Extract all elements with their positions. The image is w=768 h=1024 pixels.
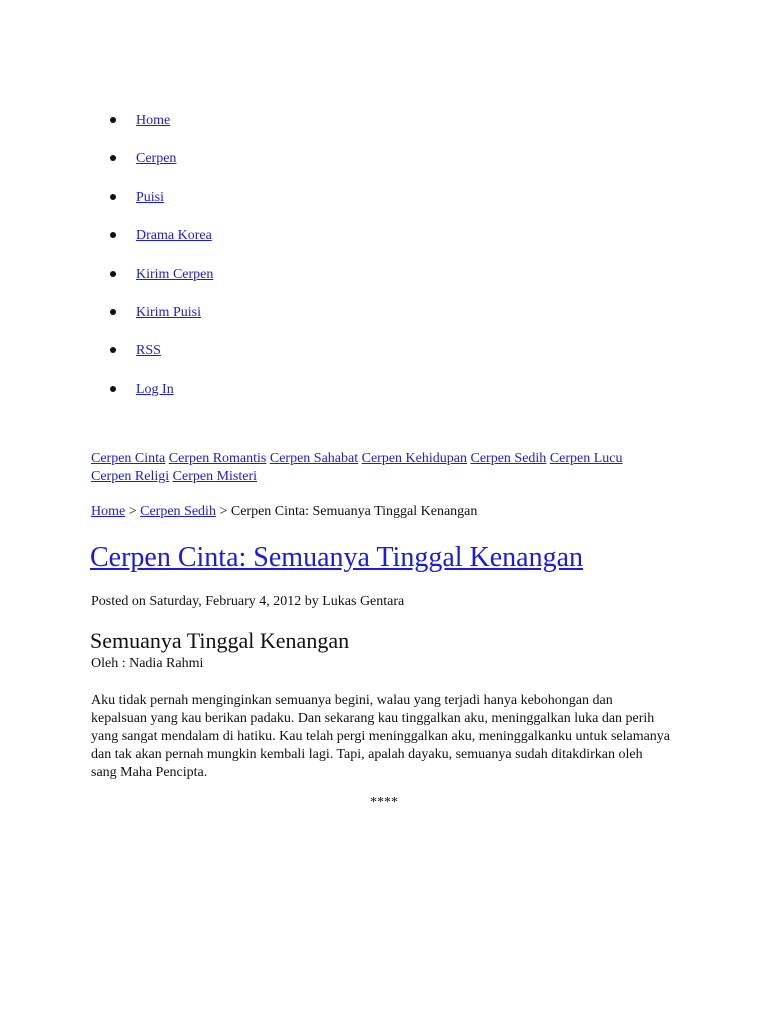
- breadcrumb-separator: >: [125, 504, 141, 519]
- breadcrumb-current: Cerpen Cinta: Semuanya Tinggal Kenangan: [230, 504, 478, 519]
- nav-link-kirim-cerpen[interactable]: Kirim Cerpen: [136, 266, 214, 282]
- bullet-icon: [110, 117, 116, 123]
- breadcrumb: [91, 503, 477, 521]
- bullet-icon: [110, 155, 116, 161]
- story-author: Oleh : Nadia Rahmi: [91, 656, 204, 671]
- category-link-cerpen-romantis[interactable]: Cerpen Romantis: [168, 451, 267, 466]
- category-link-cerpen-sahabat[interactable]: Cerpen Sahabat: [269, 451, 359, 466]
- breadcrumb-home-link[interactable]: Home: [91, 504, 126, 519]
- category-link-cerpen-cinta[interactable]: Cerpen Cinta: [91, 451, 166, 466]
- bullet-icon: [110, 232, 116, 238]
- nav-link-rss[interactable]: RSS: [136, 343, 161, 359]
- bullet-icon: [110, 309, 116, 315]
- story-body: Aku tidak pernah menginginkan semuanya begini, walau yang terjadi hanya kebohongan dan kepalsuan yang kau berikan padaku. Dan sekarang kau tinggalkan aku, meninggalkan luka dan perih yang sangat mendalam di hatiku. Kau telah pergi meninggalkan aku, meninggalkanku untuk selamanya dan tak akan pernah mungkin kembali lagi. Tapi, apalah dayaku, semuanya sudah ditakdirkan oleh sang Maha Pencipta.: [91, 693, 671, 780]
- bullet-icon: [110, 386, 116, 392]
- post-meta: Posted on Saturday, February 4, 2012 by Lukas Gentara: [91, 594, 405, 609]
- bullet-icon: [110, 194, 116, 200]
- story-title: Semuanya Tinggal Kenangan: [90, 628, 350, 653]
- breadcrumb-separator: >: [215, 504, 231, 519]
- bullet-icon: [110, 271, 116, 277]
- post-title-link[interactable]: Cerpen Cinta: Semuanya Tinggal Kenangan: [90, 542, 584, 573]
- bullet-icon: [110, 347, 116, 353]
- category-link-cerpen-kehidupan[interactable]: Cerpen Kehidupan: [361, 451, 467, 466]
- breadcrumb-category-link[interactable]: Cerpen Sedih: [140, 504, 216, 519]
- category-link-cerpen-misteri[interactable]: Cerpen Misteri: [172, 469, 258, 484]
- nav-link-home[interactable]: Home: [136, 113, 171, 128]
- nav-link-drama-korea[interactable]: Drama Korea: [136, 228, 212, 244]
- post-title: [90, 538, 583, 578]
- nav-link-cerpen[interactable]: Cerpen: [136, 151, 177, 167]
- category-link-cerpen-lucu[interactable]: Cerpen Lucu: [549, 451, 623, 466]
- nav-link-puisi[interactable]: Puisi: [136, 189, 165, 205]
- category-link-cerpen-sedih[interactable]: Cerpen Sedih: [470, 451, 547, 466]
- category-links: [91, 450, 681, 486]
- nav-link-log-in[interactable]: Log In: [136, 381, 174, 397]
- section-separator: ****: [370, 795, 398, 810]
- category-link-cerpen-religi[interactable]: Cerpen Religi: [91, 469, 170, 484]
- nav-link-kirim-puisi[interactable]: Kirim Puisi: [136, 304, 201, 320]
